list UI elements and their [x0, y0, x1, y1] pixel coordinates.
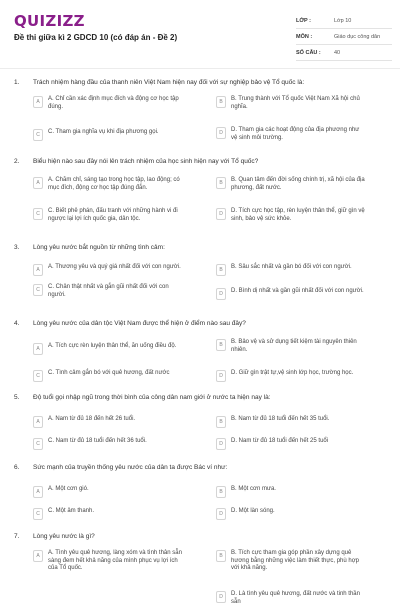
option-d[interactable] [216, 288, 366, 300]
option-d[interactable] [216, 370, 366, 382]
option-text: A. Tình yêu quê hương, làng xóm và tình thân sẵn sàng đem hết khả năng của mình phục vụ lợi ích của Tổ quốc. [48, 550, 182, 571]
option-letter-badge: D [216, 288, 226, 300]
option-c[interactable] [33, 438, 183, 450]
option-d[interactable] [216, 438, 366, 450]
option-text: A. Chăm chỉ, sáng tạo trong học tập, lao động; có mục đích, động cơ học tập đúng đắn. [48, 177, 180, 191]
option-text: C. Một âm thanh. [48, 508, 95, 514]
option-a[interactable] [33, 550, 183, 573]
question-text: Sức mạnh của truyền thống yêu nước của dân ta được Bác ví như: [33, 464, 228, 471]
option-letter-badge: B [216, 96, 226, 108]
header [0, 0, 400, 66]
meta-label: LỚP : [296, 17, 311, 24]
question-text: Lòng yêu nước bắt nguồn từ những tình cảm: [33, 244, 165, 251]
option-letter-badge: A [33, 486, 43, 498]
meta-label: MÔN : [296, 33, 313, 40]
option-text: A. Thương yêu và quý giá nhất đối với con người. [48, 264, 181, 270]
option-c[interactable] [33, 208, 183, 223]
meta-table [296, 13, 392, 61]
option-letter-badge: A [33, 416, 43, 428]
option-text: D. Một làn sóng. [231, 508, 275, 514]
option-text: D. Tích cực học tập, rèn luyện thân thể, giữ gìn vệ sinh, bảo vệ sức khỏe. [231, 208, 365, 222]
option-letter-badge: C [33, 129, 43, 141]
option-letter-badge: B [216, 550, 226, 562]
meta-row-class [296, 13, 392, 29]
option-letter-badge: C [33, 438, 43, 450]
option-letter-badge: A [33, 96, 43, 108]
option-text: D. Là tình yêu quê hương, đất nước và tinh thần sẵn [231, 591, 360, 605]
option-text: A. Nam từ đủ 18 đến hết 26 tuổi. [48, 416, 136, 422]
option-c[interactable] [33, 129, 183, 141]
option-d[interactable] [216, 591, 366, 606]
option-text: D. Bình dị nhất và gần gũi nhất đối với con người. [231, 288, 364, 294]
option-b[interactable] [216, 264, 366, 276]
option-text: C. Nam từ đủ 18 tuổi đến hết 36 tuổi. [48, 438, 147, 444]
option-letter-badge: A [33, 264, 43, 276]
quizizz-logo[interactable]: QUIZIZZ [14, 12, 85, 30]
meta-row-subject [296, 29, 392, 45]
option-text: C. Chân thật nhất và gắn gũi nhất đối với con người. [48, 284, 169, 298]
meta-value: Giáo dục công dân [334, 33, 381, 40]
option-letter-badge: B [216, 486, 226, 498]
option-c[interactable] [33, 508, 183, 520]
meta-row-count [296, 45, 392, 61]
option-d[interactable] [216, 508, 366, 520]
option-text: B. Quan tâm đến đời sống chính trị, xã hội của địa phương, đất nước. [231, 177, 365, 191]
option-a[interactable] [33, 343, 183, 355]
option-text: C. Biết phê phán, đấu tranh với những hành vi đi ngược lại lợi ích quốc gia, dân tộc. [48, 208, 178, 222]
option-b[interactable] [216, 339, 366, 354]
option-letter-badge: D [216, 370, 226, 382]
option-text: D. Tham gia các hoạt động của địa phương như vệ sinh môi trường. [231, 127, 360, 141]
option-text: C. Tham gia nghĩa vụ khi địa phương gọi. [48, 129, 159, 135]
option-letter-badge: C [33, 508, 43, 520]
option-text: D. Giữ gìn trật tự,vệ sinh lớp học, trường học. [231, 370, 354, 376]
question-number: 5. [14, 394, 20, 401]
option-text: B. Tích cực tham gia góp phần xây dựng quê hương bằng những việc làm thiết thực, phù hợp với khả năng. [231, 550, 359, 571]
option-letter-badge: C [33, 284, 43, 296]
option-letter-badge: C [33, 370, 43, 382]
question-number: 2. [14, 158, 20, 165]
option-text: A. Chỉ cần xác định mục đích và động cơ học tập đúng. [48, 96, 179, 110]
option-text: A. Một cơn gió. [48, 486, 89, 492]
question-text: Độ tuổi gọi nhập ngũ trong thời bình của công dân nam giới ở nước ta hiện nay là: [33, 394, 271, 401]
question-text: Lòng yêu nước của dân tộc Việt Nam được thể hiện ở điểm nào sau đây? [33, 320, 246, 327]
header-divider [0, 68, 400, 69]
question-number: 1. [14, 79, 20, 86]
question-number: 3. [14, 244, 20, 251]
question-text: Trách nhiệm hàng đầu của thanh niên Việt Nam hiện nay đối với sự nghiệp bảo vệ Tổ quốc là: [33, 79, 305, 86]
option-b[interactable] [216, 486, 366, 498]
option-text: B. Một cơn mưa. [231, 486, 276, 492]
question-number: 4. [14, 320, 20, 327]
option-b[interactable] [216, 550, 366, 573]
option-text: C. Tình cảm gắn bó với quê hương, đất nước [48, 370, 170, 376]
option-a[interactable] [33, 264, 183, 276]
page-title: Đề thi giữa kì 2 GDCD 10 (có đáp án - Đề 2) [14, 33, 178, 42]
option-a[interactable] [33, 177, 183, 192]
option-text: B. Sâu sắc nhất và gần bó đối với con người. [231, 264, 352, 270]
option-a[interactable] [33, 416, 183, 428]
option-letter-badge: B [216, 177, 226, 189]
option-letter-badge: A [33, 177, 43, 189]
option-text: B. Nam từ đủ 18 tuổi đến hết 35 tuổi. [231, 416, 330, 422]
meta-label: SỐ CÂU : [296, 49, 321, 56]
option-letter-badge: D [216, 591, 226, 603]
question-text: Biểu hiện nào sau đây nói lên trách nhiệm của học sinh hiện nay với Tổ quốc? [33, 158, 259, 165]
meta-value: 40 [334, 49, 341, 56]
meta-value: Lớp 10 [334, 17, 352, 24]
option-letter-badge: D [216, 438, 226, 450]
option-letter-badge: B [216, 416, 226, 428]
option-letter-badge: D [216, 508, 226, 520]
option-b[interactable] [216, 416, 366, 428]
option-letter-badge: D [216, 127, 226, 139]
question-number: 7. [14, 533, 20, 540]
option-letter-badge: C [33, 208, 43, 220]
option-a[interactable] [33, 486, 183, 498]
option-b[interactable] [216, 177, 366, 192]
option-text: B. Bảo vệ và sử dụng tiết kiệm tài nguyên thiên nhiên. [231, 339, 357, 353]
option-letter-badge: A [33, 343, 43, 355]
option-letter-badge: B [216, 339, 226, 351]
question-text: Lòng yêu nước là gì? [33, 533, 95, 540]
option-letter-badge: A [33, 550, 43, 562]
option-c[interactable] [33, 370, 183, 382]
question-number: 6. [14, 464, 20, 471]
option-a[interactable] [33, 96, 183, 111]
option-letter-badge: B [216, 264, 226, 276]
option-text: D. Nam từ đủ 18 tuổi đến hết 25 tuổi [231, 438, 329, 444]
option-d[interactable] [216, 208, 366, 223]
option-b[interactable] [216, 96, 366, 111]
option-d[interactable] [216, 127, 366, 142]
option-c[interactable] [33, 284, 183, 299]
option-letter-badge: D [216, 208, 226, 220]
option-text: A. Tích cực rèn luyện thân thể, ăn uống điều độ. [48, 343, 177, 349]
option-text: B. Trung thành với Tổ quốc Việt Nam Xã hội chủ nghĩa. [231, 96, 360, 110]
